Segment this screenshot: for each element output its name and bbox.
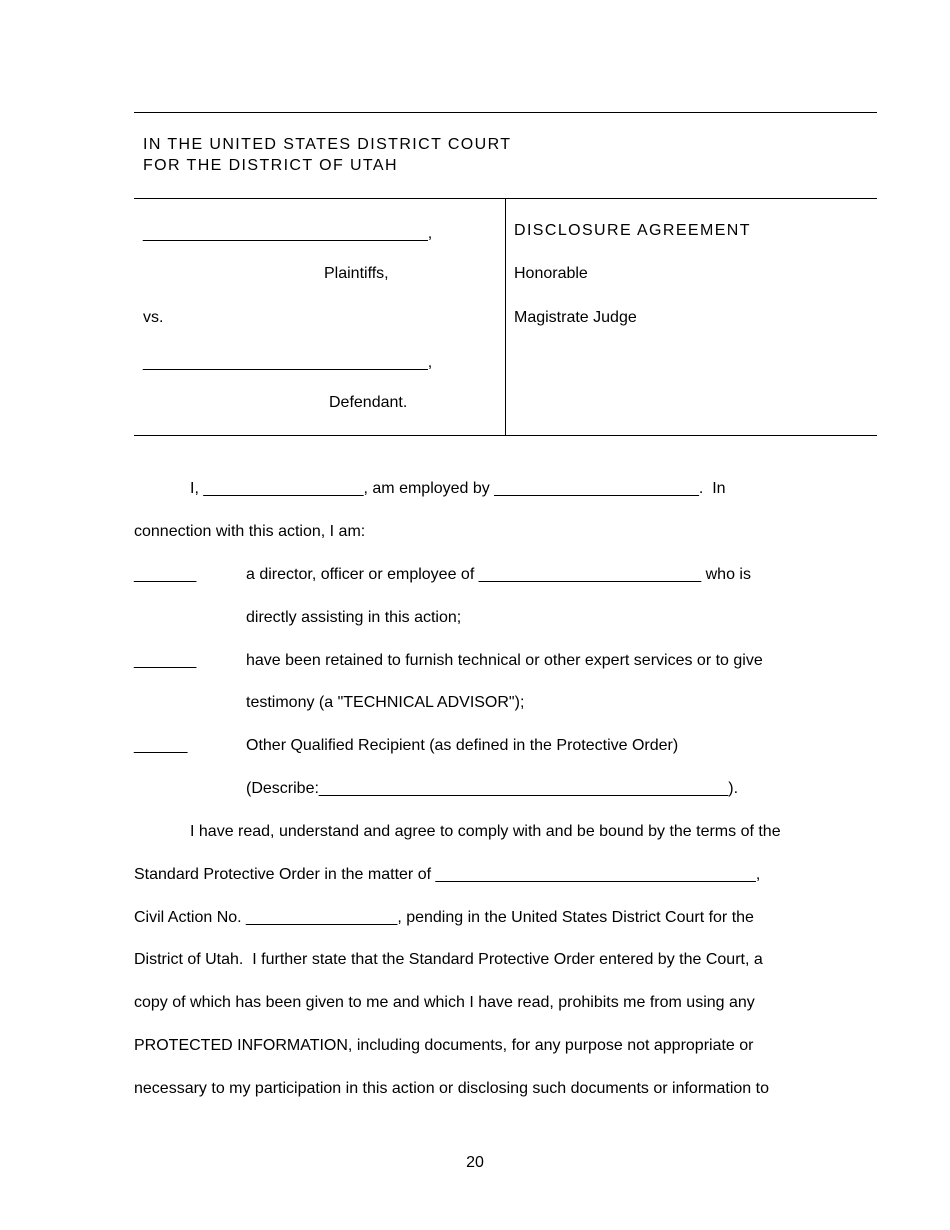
defendant-label: Defendant. [329, 394, 408, 411]
agreement-line6: PROTECTED INFORMATION, including documents, for any purpose not appropriate or [134, 1037, 754, 1054]
option1-line1: a director, officer or employee of _________________________ who is [246, 566, 751, 583]
court-name-line1: IN THE UNITED STATES DISTRICT COURT [143, 136, 512, 153]
option1-line2: directly assisting in this action; [246, 609, 462, 626]
page-number: 20 [466, 1154, 484, 1171]
option2-checkbox-blank: _______ [134, 652, 197, 669]
agreement-line2: Standard Protective Order in the matter of ____________________________________, [134, 866, 761, 883]
agreement-line7: necessary to my participation in this action or disclosing such documents or information to [134, 1080, 769, 1097]
judge-title: Magistrate Judge [514, 309, 637, 326]
intro-line1: I, __________________, am employed by _______________________. In [190, 480, 726, 497]
plaintiff-name-blank: ________________________________, [143, 225, 433, 242]
agreement-line4: District of Utah. I further state that the Standard Protective Order entered by the Court, a [134, 951, 763, 968]
agreement-line5: copy of which has been given to me and which I have read, prohibits me from using any [134, 994, 755, 1011]
versus-label: vs. [143, 309, 164, 326]
option2-line2: testimony (a "TECHNICAL ADVISOR"); [246, 694, 525, 711]
top-rule [134, 112, 877, 113]
plaintiffs-label: Plaintiffs, [324, 265, 389, 282]
option3-line1: Other Qualified Recipient (as defined in the Protective Order) [246, 737, 679, 754]
option3-checkbox-blank: ______ [134, 737, 188, 754]
court-name-line2: FOR THE DISTRICT OF UTAH [143, 157, 398, 174]
defendant-name-blank: ________________________________, [143, 354, 433, 371]
caption-divider [505, 198, 506, 435]
option1-checkbox-blank: _______ [134, 566, 197, 583]
option3-line2: (Describe:______________________________________________). [246, 780, 739, 797]
caption-bottom-rule [134, 435, 877, 436]
agreement-line3: Civil Action No. _________________, pending in the United States District Court for the [134, 909, 754, 926]
intro-line2: connection with this action, I am: [134, 523, 366, 540]
judge-honorable: Honorable [514, 265, 588, 282]
option2-line1: have been retained to furnish technical or other expert services or to give [246, 652, 763, 669]
document-title: DISCLOSURE AGREEMENT [514, 222, 751, 239]
agreement-line1: I have read, understand and agree to comply with and be bound by the terms of the [190, 823, 781, 840]
